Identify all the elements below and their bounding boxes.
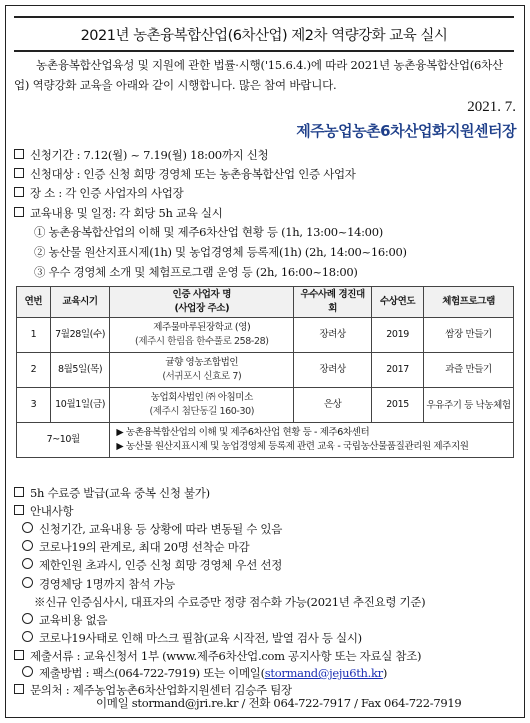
content-heading: 교육내용 및 일정: 각 회당 5h 교육 실시: [14, 205, 223, 221]
table-row: 3 10월1일(금) 농업회사법인 ㈜ 아침미소 (제주시 첨단동길 160-30) 은상 2015 우유주기 등 낙농체험: [17, 388, 514, 423]
contact-line: 문의처 : 제주농업농촌6차산업화지원센터 김승주 팀장: [14, 682, 292, 698]
col-header-business: 인증 사업자 명 (사업장 주소): [110, 287, 294, 318]
period-line: 신청기간 : 7.12(월) ~ 7.19(월) 18:00까지 신청: [14, 147, 268, 163]
col-header-award: 우수사례 경진대회: [294, 287, 372, 318]
table-row: 1 7월28일(수) 제주물마루된장학교 (영) (제주시 한림읍 한수풀로 258-28) 장려상 2019 쌈장 만들기: [17, 318, 514, 353]
notice-item: 코로나19사태로 인해 마스크 필참(교육 시작전, 발열 검사 등 실시): [22, 630, 362, 646]
certificate-line: 5h 수료증 발급(교육 중복 신청 불가): [14, 485, 210, 501]
notice-item: 교육비용 없음: [22, 612, 107, 628]
col-header-when: 교육시기: [50, 287, 110, 318]
notice-item: 제한인원 초과시, 인증 신청 희망 경영체 우선 선정: [22, 557, 282, 573]
content-item: ① 농촌융복합산업의 이해 및 제주6차산업 현황 등 (1h, 13:00~14:00): [34, 225, 383, 239]
target-line: 신청대상 : 인증 신청 희망 경영체 또는 농촌융복합산업 인증 사업자: [14, 166, 356, 182]
notice-note: ※신규 인증심사시, 대표자의 수료증만 정량 점수화 가능(2021년 추진요령 기준): [34, 595, 426, 609]
notice-item: 신청기간, 교육내용 등 상황에 따라 변동될 수 있음: [22, 521, 282, 537]
col-header-no: 연번: [17, 287, 51, 318]
issue-date: 2021. 7.: [467, 99, 516, 115]
square-bullet-icon: [14, 168, 24, 178]
col-header-program: 체험프로그램: [424, 287, 514, 318]
table-extra-row: 7~10월 ▶ 농촌융복합산업의 이해 및 제주6차산업 현황 등 - 제주6차센터 ▶ 농산물 원산지표시제 및 농업경영체 등록제 관련 교육 - 국립농산물품질관리원 제주지원: [17, 423, 514, 458]
documents-line: 제출서류 : 교육신청서 1부 (www.제주6차산업.com 공지사항 또는 자료실 참조): [14, 648, 421, 664]
circle-bullet-icon: [22, 522, 33, 533]
notice-item: 경영체당 1명까지 참석 가능: [22, 576, 175, 592]
contact-detail: 이메일 stormand@jri.re.kr / 전화 064-722-7917 / Fax 064-722-7919: [96, 696, 462, 710]
content-item: ③ 우수 경영체 소개 및 체험프로그램 운영 등 (2h, 16:00~18:00): [34, 265, 358, 279]
square-bullet-icon: [14, 650, 24, 660]
organization-name: 제주농업농촌6차산업화지원센터장: [296, 122, 516, 140]
table-row: 2 8월5일(목) 귤향 영농조합법인 (서귀포시 신효로 7) 장려상 2017 과즐 만들기: [17, 353, 514, 388]
square-bullet-icon: [14, 187, 24, 197]
document-title: 2021년 농촌융복합산업(6차산업) 제2차 역량강화 교육 실시: [14, 16, 514, 52]
circle-bullet-icon: [22, 666, 33, 677]
square-bullet-icon: [14, 149, 24, 159]
circle-bullet-icon: [22, 631, 33, 642]
square-bullet-icon: [14, 207, 24, 217]
content-item: ② 농산물 원산지표시제(1h) 및 농업경영체 등록제(1h) (2h, 14:00~16:00): [34, 245, 407, 259]
schedule-table: [16, 286, 514, 458]
method-line: 제출방법 : 팩스(064-722-7919) 또는 이메일(stormand@jeju6th.kr): [22, 665, 387, 681]
table-header-row: [17, 287, 514, 318]
circle-bullet-icon: [22, 577, 33, 588]
email-link[interactable]: stormand@jeju6th.kr: [264, 666, 383, 680]
circle-bullet-icon: [22, 613, 33, 624]
notice-item: 코로나19의 관계로, 최대 20명 선착순 마감: [22, 539, 249, 555]
notice-heading: 안내사항: [14, 503, 73, 519]
square-bullet-icon: [14, 684, 24, 694]
circle-bullet-icon: [22, 558, 33, 569]
square-bullet-icon: [14, 487, 24, 497]
place-line: 장 소 : 각 인증 사업자의 사업장: [14, 185, 183, 201]
col-header-year: 수상연도: [372, 287, 424, 318]
intro-paragraph: 농촌융복합산업육성 및 지원에 관한 법률·시행('15.6.4.)에 따라 2021년 농촌융복합산업(6차산업) 역량강화 교육을 아래와 같이 시행합니다. 많은 참여 바랍니다.: [14, 58, 503, 92]
circle-bullet-icon: [22, 540, 33, 551]
square-bullet-icon: [14, 505, 24, 515]
